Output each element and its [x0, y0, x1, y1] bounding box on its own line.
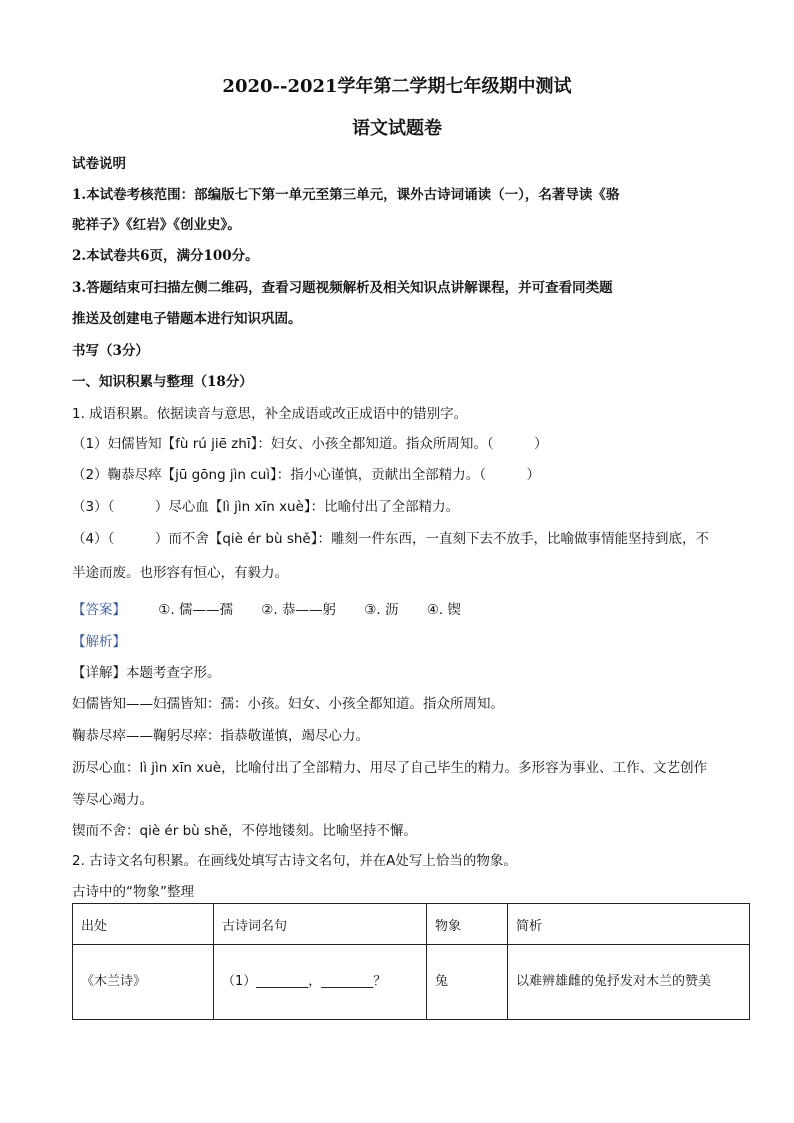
cell-source: 《木兰诗》 — [73, 945, 214, 1020]
q1-item-4-line-2: 半途而废。也形容有恒心，有毅力。 — [72, 565, 288, 581]
q1-item-3: （3）（ ）尽心血【lì jìn xīn xuè】：比喻付出了全部精力。 — [72, 499, 460, 515]
table-header-row — [73, 904, 750, 945]
answer-label: 【答案】 — [72, 602, 126, 618]
analysis-line-5: 锲而不舍：qiè ér bù shě，不停地镂刻。比喻坚持不懈。 — [72, 823, 417, 839]
analysis-label: 【解析】 — [72, 634, 126, 650]
note-1-line-2: 驼祥子》《红岩》《创业史》。 — [72, 217, 241, 233]
section-part-1: 一、知识积累与整理（18分） — [72, 374, 253, 390]
answer-item: ①. 儒——孺 — [158, 602, 233, 618]
analysis-line-4a: 沥尽心血：lì jìn xīn xuè，比喻付出了全部精力、用尽了自己毕生的精力。多形容为事业、工作、文艺创作 — [72, 760, 708, 776]
cell-image: 兔 — [427, 945, 508, 1020]
notes-heading: 试卷说明 — [72, 156, 126, 172]
q2-stem: 2. 古诗文名句积累。在画线处填写古诗文名句，并在A处写上恰当的物象。 — [72, 853, 517, 869]
answer-item: ④. 锲 — [426, 602, 461, 618]
note-2: 2.本试卷共6页，满分100分。 — [72, 248, 259, 264]
col-header-source: 出处 — [73, 904, 214, 945]
analysis-line-2: 妇儒皆知——妇孺皆知：孺：小孩。妇女、小孩全都知道。指众所周知。 — [72, 696, 504, 712]
answer-row — [72, 598, 485, 618]
analysis-line-3: 鞠恭尽瘁——鞠躬尽瘁：指恭敬谨慎，竭尽心力。 — [72, 728, 369, 744]
answer-item: ③. 沥 — [364, 602, 399, 618]
table-caption: 古诗中的“物象”整理 — [72, 884, 194, 900]
q1-item-4-line-1: （4）（ ）而不舍【qiè ér bù shě】：雕刻一件东西，一直刻下去不放手，比喻做事情能坚持到底，不 — [72, 531, 709, 547]
exam-subtitle: 语文试题卷 — [352, 118, 442, 139]
table-row — [73, 945, 750, 1020]
cell-analysis: 以难辨雄雌的兔抒发对木兰的赞美 — [508, 945, 750, 1020]
section-writing: 书写（3分） — [72, 343, 149, 359]
q1-item-2: （2）鞠恭尽瘁【jū gōng jìn cuì】：指小心谨慎，贡献出全部精力。（ ） — [72, 467, 541, 483]
cell-line: （1）________，________？ — [214, 945, 427, 1020]
note-1-line-1: 1.本试卷考核范围：部编版七下第一单元至第三单元，课外古诗词诵读（一），名著导读《骆 — [72, 187, 620, 203]
note-3-line-2: 推送及创建电子错题本进行知识巩固。 — [72, 311, 302, 327]
analysis-line-4b: 等尽心竭力。 — [72, 792, 153, 808]
col-header-analysis: 简析 — [508, 904, 750, 945]
exam-title: 2020--2021学年第二学期七年级期中测试 — [222, 76, 572, 97]
col-header-line: 古诗词名句 — [214, 904, 427, 945]
note-3-line-1: 3.答题结束可扫描左侧二维码，查看习题视频解析及相关知识点讲解课程，并可查看同类题 — [72, 280, 613, 296]
analysis-line-1: 【详解】本题考查字形。 — [72, 665, 221, 681]
q1-item-1: （1）妇儒皆知【fù rú jiē zhī】：妇女、小孩全都知道。指众所周知。（ ） — [72, 436, 548, 452]
col-header-image: 物象 — [427, 904, 508, 945]
imagery-table — [72, 903, 750, 1020]
q1-stem: 1. 成语积累。依据读音与意思，补全成语或改正成语中的错别字。 — [72, 406, 468, 422]
answer-item: ②. 恭——躬 — [261, 602, 336, 618]
